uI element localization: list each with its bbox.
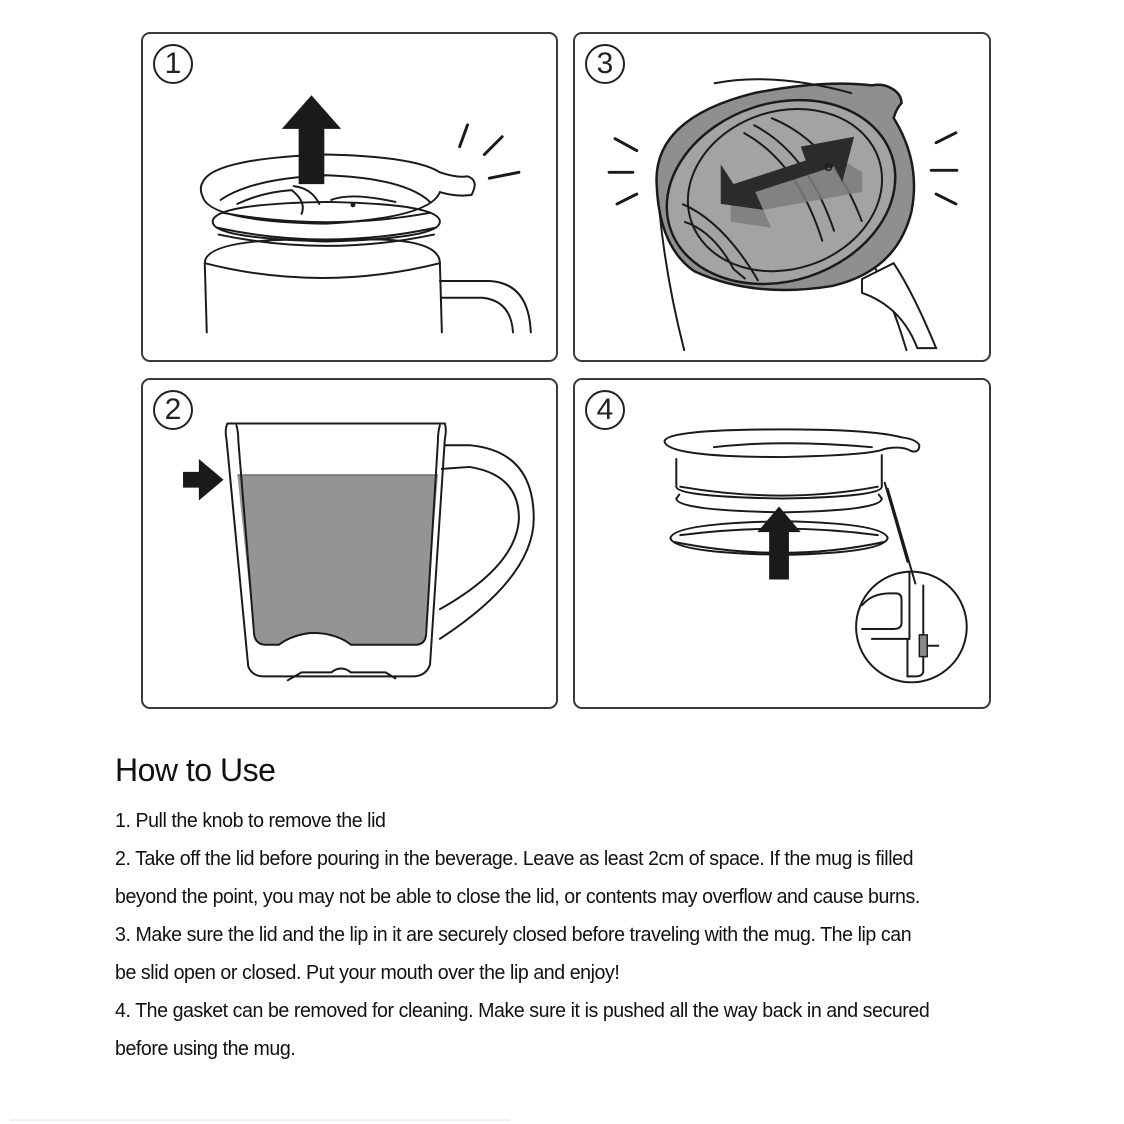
instruction-line: 2. Take off the lid before pouring in the beverage. Leave as least 2cm of space. If the mug is filled	[115, 848, 914, 870]
step-2-illustration	[143, 380, 556, 707]
magnifier-detail-icon	[856, 572, 967, 683]
instruction-line: 4. The gasket can be removed for cleaning. Make sure it is pushed all the way back in and secured	[115, 1000, 930, 1022]
instruction-line: beyond the point, you may not be able to close the lid, or contents may overflow and cause burns.	[115, 886, 920, 908]
right-arrow-icon	[183, 459, 224, 500]
step-3-panel	[573, 32, 991, 362]
step-number-badge: 3	[585, 44, 625, 84]
step-3-illustration	[575, 34, 989, 360]
step-2-panel	[141, 378, 558, 709]
mug-body	[205, 239, 442, 332]
instruction-line: 1. Pull the knob to remove the lid	[115, 810, 386, 832]
up-arrow-icon	[757, 506, 800, 579]
step-1-panel	[141, 32, 558, 362]
step-1-illustration	[143, 34, 556, 360]
section-title: How to Use	[115, 752, 276, 788]
gasket-detail	[919, 635, 927, 657]
step-number-badge: 1	[153, 44, 193, 84]
motion-lines-icon	[460, 125, 519, 178]
step-number-badge: 2	[153, 390, 193, 430]
how-to-use-section	[115, 748, 1095, 1068]
up-arrow-icon	[282, 95, 341, 184]
beverage-liquid	[237, 475, 438, 645]
instruction-line: be slid open or closed. Put your mouth over the lip and enjoy!	[115, 962, 620, 984]
step-number-badge: 4	[585, 390, 625, 430]
step-4-panel	[573, 378, 991, 709]
step-4-illustration	[575, 380, 989, 707]
instruction-line: 3. Make sure the lid and the lip in it are securely closed before traveling with the mug. The lip can	[115, 924, 912, 946]
instruction-line: before using the mug.	[115, 1038, 296, 1060]
bottom-divider	[10, 1119, 510, 1121]
